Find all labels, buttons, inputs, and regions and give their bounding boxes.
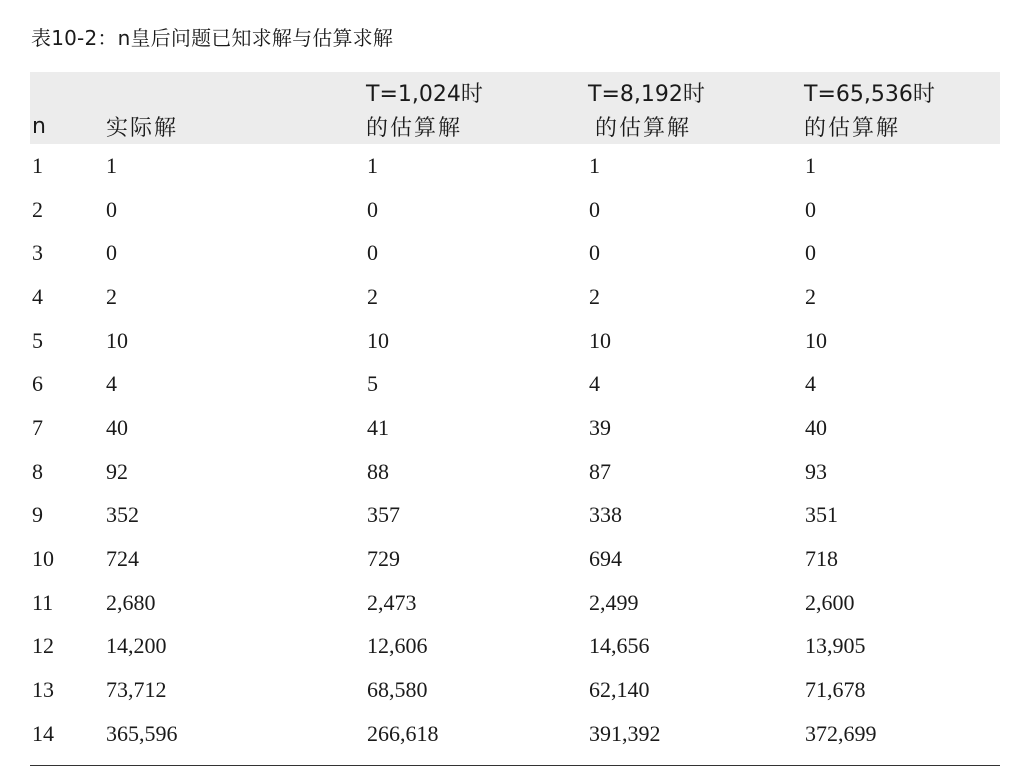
cell-actual: 0 bbox=[106, 240, 117, 266]
cell-est65536: 372,699 bbox=[805, 720, 877, 746]
table-header bbox=[30, 72, 1000, 144]
table-row bbox=[30, 188, 1000, 232]
cell-est8192: 0 bbox=[589, 240, 600, 266]
cell-est8192: 2 bbox=[589, 283, 600, 309]
cell-est65536: 1 bbox=[805, 152, 816, 178]
cell-est1024: 0 bbox=[367, 240, 378, 266]
cell-est1024: 10 bbox=[367, 327, 389, 353]
table-row bbox=[30, 275, 1000, 319]
cell-est1024: 1 bbox=[367, 152, 378, 178]
header-est65536-line1: T=65,536时 bbox=[802, 72, 1000, 108]
table-row bbox=[30, 319, 1000, 363]
results-table-container bbox=[30, 72, 1000, 756]
cell-est65536: 10 bbox=[805, 327, 827, 353]
cell-est1024: 5 bbox=[367, 371, 378, 397]
cell-est8192: 2,499 bbox=[589, 589, 639, 615]
table-body bbox=[30, 144, 1000, 756]
table-row bbox=[30, 450, 1000, 494]
table-row bbox=[30, 668, 1000, 712]
cell-est65536: 0 bbox=[805, 240, 816, 266]
table-row bbox=[30, 581, 1000, 625]
table-row bbox=[30, 712, 1000, 756]
cell-est8192: 338 bbox=[589, 502, 622, 528]
cell-est8192: 10 bbox=[589, 327, 611, 353]
cell-actual: 4 bbox=[106, 371, 117, 397]
cell-actual: 14,200 bbox=[106, 633, 167, 659]
cell-est65536: 0 bbox=[805, 196, 816, 222]
header-est8192-line1: T=8,192时 bbox=[586, 72, 802, 108]
table-row bbox=[30, 625, 1000, 669]
n-queens-results-table bbox=[30, 72, 1000, 756]
header-est1024-label: 的估算解 bbox=[364, 108, 586, 144]
cell-est1024: 2,473 bbox=[367, 589, 417, 615]
table-row bbox=[30, 494, 1000, 538]
header-actual-line1 bbox=[102, 72, 364, 108]
cell-n: 5 bbox=[32, 327, 43, 353]
cell-est8192: 14,656 bbox=[589, 633, 650, 659]
cell-est65536: 93 bbox=[805, 458, 827, 484]
cell-est65536: 351 bbox=[805, 502, 838, 528]
cell-est1024: 729 bbox=[367, 546, 400, 572]
header-row-1 bbox=[30, 72, 1000, 108]
cell-est65536: 13,905 bbox=[805, 633, 866, 659]
cell-actual: 352 bbox=[106, 502, 139, 528]
table-row bbox=[30, 231, 1000, 275]
cell-n: 14 bbox=[32, 720, 54, 746]
cell-est1024: 41 bbox=[367, 414, 389, 440]
cell-n: 1 bbox=[32, 152, 43, 178]
cell-n: 9 bbox=[32, 502, 43, 528]
cell-est8192: 0 bbox=[589, 196, 600, 222]
header-n-line1 bbox=[30, 72, 102, 108]
cell-est1024: 357 bbox=[367, 502, 400, 528]
cell-est1024: 88 bbox=[367, 458, 389, 484]
cell-est8192: 39 bbox=[589, 414, 611, 440]
cell-n: 10 bbox=[32, 546, 54, 572]
cell-est1024: 68,580 bbox=[367, 677, 428, 703]
cell-actual: 92 bbox=[106, 458, 128, 484]
table-row bbox=[30, 537, 1000, 581]
cell-actual: 1 bbox=[106, 152, 117, 178]
header-actual-label: 实际解 bbox=[102, 108, 364, 144]
cell-est65536: 2,600 bbox=[805, 589, 855, 615]
cell-est8192: 694 bbox=[589, 546, 622, 572]
cell-n: 3 bbox=[32, 240, 43, 266]
cell-n: 12 bbox=[32, 633, 54, 659]
cell-n: 2 bbox=[32, 196, 43, 222]
cell-actual: 724 bbox=[106, 546, 139, 572]
cell-actual: 10 bbox=[106, 327, 128, 353]
cell-n: 7 bbox=[32, 414, 43, 440]
cell-est8192: 391,392 bbox=[589, 720, 661, 746]
cell-actual: 365,596 bbox=[106, 720, 178, 746]
cell-est65536: 4 bbox=[805, 371, 816, 397]
cell-n: 6 bbox=[32, 371, 43, 397]
table-row bbox=[30, 144, 1000, 188]
table-caption: 表10-2：n皇后问题已知求解与估算求解 bbox=[31, 26, 394, 50]
header-n-label: n bbox=[30, 108, 102, 144]
cell-est8192: 4 bbox=[589, 371, 600, 397]
cell-actual: 0 bbox=[106, 196, 117, 222]
table-bottom-rule bbox=[30, 765, 1000, 766]
cell-n: 8 bbox=[32, 458, 43, 484]
cell-est8192: 1 bbox=[589, 152, 600, 178]
cell-n: 13 bbox=[32, 677, 54, 703]
cell-actual: 2,680 bbox=[106, 589, 156, 615]
cell-est1024: 266,618 bbox=[367, 720, 439, 746]
cell-est1024: 2 bbox=[367, 283, 378, 309]
table-row bbox=[30, 406, 1000, 450]
header-est65536-label: 的估算解 bbox=[802, 108, 1000, 144]
cell-actual: 2 bbox=[106, 283, 117, 309]
cell-est65536: 2 bbox=[805, 283, 816, 309]
cell-n: 4 bbox=[32, 283, 43, 309]
cell-est8192: 87 bbox=[589, 458, 611, 484]
header-est8192-label: 的估算解 bbox=[586, 108, 802, 144]
header-row-2 bbox=[30, 108, 1000, 144]
cell-est1024: 12,606 bbox=[367, 633, 428, 659]
cell-est65536: 71,678 bbox=[805, 677, 866, 703]
cell-actual: 73,712 bbox=[106, 677, 167, 703]
table-row bbox=[30, 362, 1000, 406]
header-est1024-line1: T=1,024时 bbox=[364, 72, 586, 108]
cell-est65536: 40 bbox=[805, 414, 827, 440]
cell-actual: 40 bbox=[106, 414, 128, 440]
cell-n: 11 bbox=[32, 589, 54, 615]
cell-est65536: 718 bbox=[805, 546, 838, 572]
cell-est1024: 0 bbox=[367, 196, 378, 222]
cell-est8192: 62,140 bbox=[589, 677, 650, 703]
